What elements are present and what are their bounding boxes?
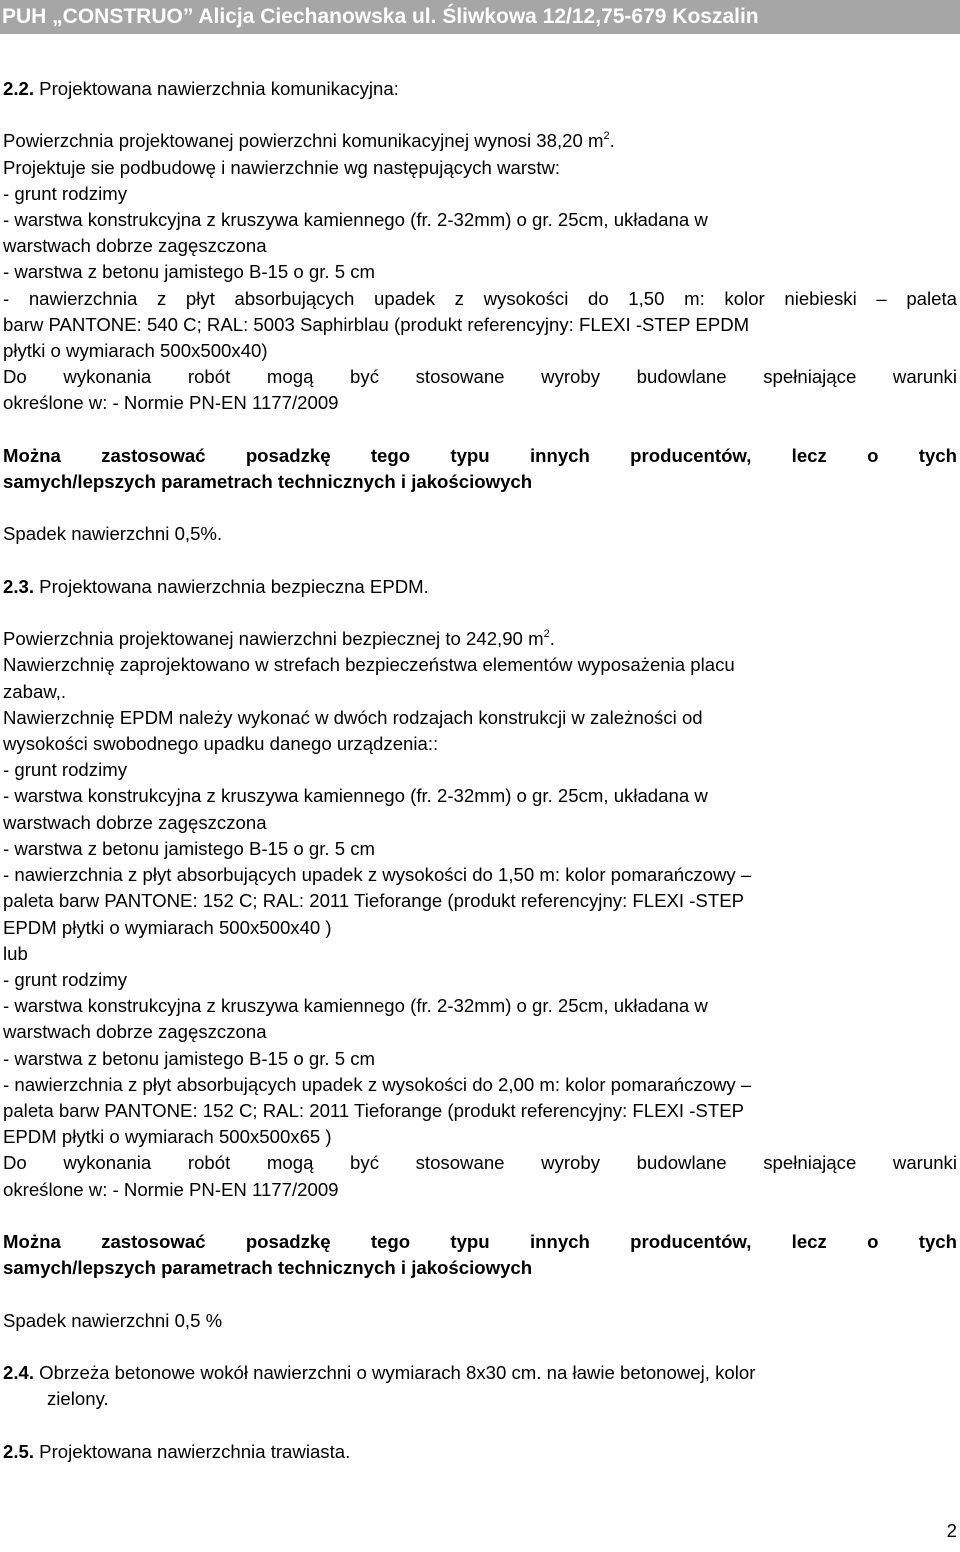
section-number: 2.2. [3,78,35,99]
body-line: paleta barw PANTONE: 152 C; RAL: 2011 Tieforange (produkt referencyjny: FLEXI -STEP [3,890,744,912]
body-line: - grunt rodzimy [3,759,127,781]
section-title: Projektowana nawierzchnia bezpieczna EPDM. [34,575,429,597]
area-paragraph [3,128,957,154]
body-line: Do wykonania robót mogą być stosowane wyroby budowlane spełniające warunki [3,1152,957,1174]
body-line: - warstwa z betonu jamistego B-15 o gr. 5 cm [3,837,376,859]
area-paragraph [3,626,957,652]
body-line: określone w: - Normie PN-EN 1177/2009 [3,392,339,414]
document-body [3,76,957,1465]
body-line: Nawierzchnię EPDM należy wykonać w dwóch rodzajach konstrukcji w zależności od [3,706,703,728]
slope-text: Spadek nawierzchni 0,5%. [3,523,223,545]
body-line: - nawierzchnia z płyt absorbujących upadek z wysokości do 2,00 m: kolor pomarańczowy – [3,1073,752,1095]
bold-note: samych/lepszych parametrach technicznych i jakościowych [3,471,533,493]
area-superscript: 2 [543,628,550,641]
area-text: Powierzchnia projektowanej powierzchni komunikacyjnej wynosi 38,20 m [3,130,604,152]
body-line: - warstwa z betonu jamistego B-15 o gr. 5 cm [3,261,376,283]
body-line: EPDM płytki o wymiarach 500x500x65 ) [3,1126,332,1148]
body-line: paleta barw PANTONE: 152 C; RAL: 2011 Tieforange (produkt referencyjny: FLEXI -STEP [3,1099,744,1121]
body-line: warstwach dobrze zagęszczona [3,811,267,833]
area-end: . [609,130,615,152]
body-line: Nawierzchnię zaprojektowano w strefach bezpieczeństwa elementów wyposażenia placu [3,654,735,676]
body-line: wysokości swobodnego upadku danego urządzenia:: [3,733,439,755]
body-line: EPDM płytki o wymiarach 500x500x40 ) [3,916,332,938]
area-superscript: 2 [603,130,610,143]
body-line: warstwach dobrze zagęszczona [3,235,267,257]
body-line: - nawierzchnia z płyt absorbujących upadek z wysokości do 1,50 m: kolor niebieski – paleta [3,287,957,309]
bold-note: Można zastosować posadzkę tego typu innych producentów, lecz o tych [3,1230,957,1252]
body-line: zabaw,. [3,680,67,702]
body-line: określone w: - Normie PN-EN 1177/2009 [3,1178,339,1200]
page-number: 2 [946,1520,957,1541]
body-line: lub [3,942,28,964]
section-title: Obrzeża betonowe wokół nawierzchni o wymiarach 8x30 cm. na ławie betonowej, kolor [34,1361,756,1383]
body-line: płytki o wymiarach 500x500x40) [3,340,268,362]
body-line: Do wykonania robót mogą być stosowane wyroby budowlane spełniające warunki [3,366,957,388]
section-number: 2.4. [3,1361,35,1383]
section-title: Projektowana nawierzchnia komunikacyjna: [34,78,399,99]
section-number: 2.3. [3,575,35,597]
slope-text: Spadek nawierzchni 0,5 % [3,1309,223,1331]
body-line: - warstwa konstrukcyjna z kruszywa kamiennego (fr. 2-32mm) o gr. 25cm, układana w [3,209,708,231]
body-line: warstwach dobrze zagęszczona [3,1021,267,1043]
section-title-continued: zielony. [47,1388,109,1410]
section-heading-2-4 [3,1360,957,1386]
bold-note: samych/lepszych parametrach technicznych i jakościowych [3,1257,533,1279]
body-line: - warstwa konstrukcyjna z kruszywa kamiennego (fr. 2-32mm) o gr. 25cm, układana w [3,785,708,807]
body-line: - warstwa z betonu jamistego B-15 o gr. 5 cm [3,1047,376,1069]
section-heading-2-2 [3,76,957,102]
body-line: Projektuje sie podbudowę i nawierzchnie wg następujących warstw: [3,156,561,178]
bold-note: Można zastosować posadzkę tego typu innych producentów, lecz o tych [3,444,957,466]
section-heading-2-3 [3,574,957,600]
section-title: Projektowana nawierzchnia trawiasta. [34,1440,351,1462]
area-text: Powierzchnia projektowanej nawierzchni bezpiecznej to 242,90 m [3,628,544,650]
body-line: - warstwa konstrukcyjna z kruszywa kamiennego (fr. 2-32mm) o gr. 25cm, układana w [3,995,708,1017]
body-line: - grunt rodzimy [3,182,127,204]
page-header: PUH „CONSTRUO” Alicja Ciechanowska ul. Śliwkowa 12/12,75-679 Koszalin [0,0,960,34]
body-line: barw PANTONE: 540 C; RAL: 5003 Saphirblau (produkt referencyjny: FLEXI -STEP EPDM [3,313,750,335]
body-line: - grunt rodzimy [3,968,127,990]
area-end: . [549,628,555,650]
section-heading-2-5 [3,1439,957,1465]
section-number: 2.5. [3,1440,35,1462]
body-line: - nawierzchnia z płyt absorbujących upadek z wysokości do 1,50 m: kolor pomarańczowy – [3,864,752,886]
